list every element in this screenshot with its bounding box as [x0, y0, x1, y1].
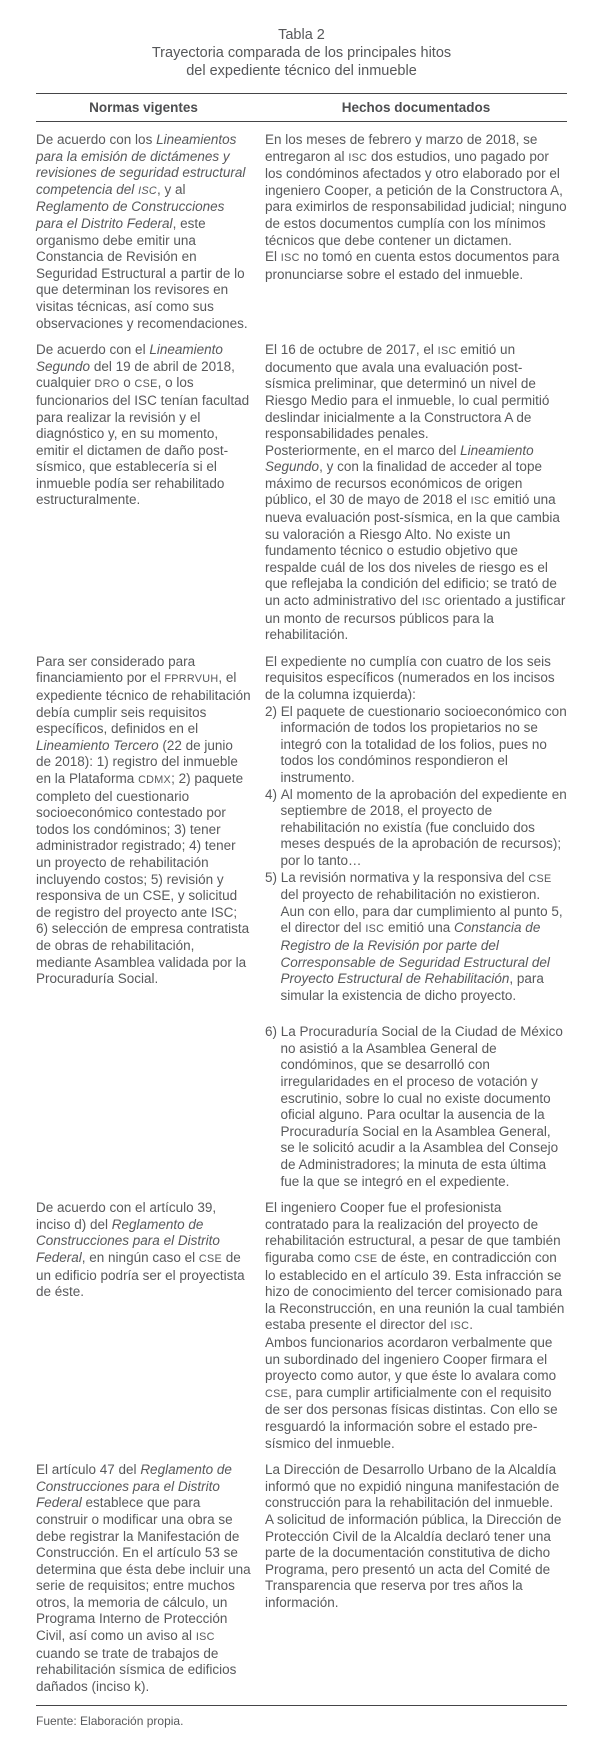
table-cell-right: [265, 1462, 567, 1695]
text-segment: La Dirección de Desarrollo Urbano de la Alcaldía informó que no expidió ninguna manifestación de construcción para la rehabilitación del inmueble.: [265, 1462, 560, 1511]
source-note: Fuente: Elaboración propia.: [36, 1714, 184, 1729]
text-segment: de éste, en contradicción con lo establecido en el artículo 39. Esta infracción se hizo de conocimiento del tercer comisionado para la Reconstrucción, en una reunión la cual también estaba presente el director del: [265, 1250, 565, 1333]
text-segment: , o los funcionarios del ISC tenían facultad para realizar la revisión y el diagnóstico y, en su momento, emitir el dictamen de daño post-sísmico, que establecería si el inmueble podía ser rehabilitado estructuralmente.: [36, 375, 250, 508]
text-segment: Al momento de la aprobación del expediente en septiembre de 2018, el proyecto de rehabilitación no existía (fue concluido dos meses después de la aprobación de recursos); por lo tanto…: [280, 786, 567, 868]
text-segment: ISC: [470, 495, 490, 508]
text-segment: ISC: [365, 923, 385, 936]
text-segment: La revisión normativa y la responsiva del: [280, 869, 529, 885]
text-segment: .: [469, 1317, 474, 1333]
text-segment: no tomó en cuenta estos documentos para pronunciarse sobre el estado del inmueble.: [265, 249, 560, 282]
text-segment: El ingeniero Cooper fue el profesionista contratado para la realización del proyecto de rehabilitación estructural, a pesar de que también figuraba como: [265, 1200, 561, 1265]
table-row: [36, 1200, 567, 1452]
list-item: [265, 704, 567, 787]
text-segment: ISC: [421, 596, 441, 609]
text-segment: emitió una: [384, 920, 455, 936]
text-segment: Aun con ello, para dar cumplimiento al punto 5, el director del: [280, 903, 563, 936]
text-segment: ; 2) paquete completo del cuestionario socioeconómico contestado por todos los condóminos; 3) tener administrador registrado; 4) tener un proyecto de rehabilitación incluyendo costos; 5) revisión y responsiva de un CSE, y solicitud de registro del proyecto ante ISC; 6) selección de empresa contratista de obras de rehabilitación, mediante Asamblea validada por la Procuraduría Social.: [36, 770, 250, 987]
text-segment: El 16 de octubre de 2017, el: [265, 342, 438, 358]
table-row: [36, 654, 567, 1190]
text-segment: Posteriormente, en el marco del: [265, 442, 461, 458]
table-number: Tabla 2: [278, 27, 325, 43]
list-item: [265, 1024, 567, 1190]
paragraph: [36, 132, 251, 332]
table-cell-left: [36, 342, 251, 644]
text-segment: ISC: [348, 151, 368, 164]
text-segment: , el expediente técnico de rehabilitación debía cumplir seis requisitos específicos, definidos en el: [36, 670, 251, 737]
text-segment: Lineamiento Tercero: [36, 737, 159, 753]
text-segment: Ambos funcionarios acordaron verbalmente que un subordinado del ingeniero Cooper firmara el proyecto como autor, y que éste lo avalara como: [265, 1334, 557, 1384]
paragraph: [36, 654, 251, 988]
text-segment: , en ningún caso el: [81, 1250, 199, 1265]
text-segment: El paquete de cuestionario socioeconómico con información de todos los propietarios no se integró con la totalidad de los folios, pues no todos los condóminos respondieron el instrumento.: [280, 703, 567, 785]
text-segment: CSE: [354, 1253, 378, 1265]
text-segment: del 19 de abril de 2018, cualquier: [36, 358, 235, 391]
table-body: [36, 122, 567, 1695]
text-segment: Reglamento de Construcciones para el Distrito Federal: [36, 1216, 220, 1265]
table-row: [36, 1462, 567, 1695]
paragraph: [265, 1335, 567, 1452]
paragraph: [265, 342, 567, 443]
paragraph: [265, 654, 567, 704]
text-segment: De acuerdo con los: [36, 132, 157, 147]
list-item-number: 5): [265, 869, 281, 885]
table-cell-left: [36, 132, 251, 332]
table-cell-left: [36, 654, 251, 1190]
paragraph: [265, 1200, 567, 1335]
table-cell-right: [265, 1200, 567, 1452]
text-segment: CDMX: [138, 773, 172, 786]
text-segment: Reglamento de Construcciones para el Distrito Federal: [36, 199, 225, 231]
text-segment: (22 de junio de 2018): 1) registro del inmueble en la Plataforma: [36, 737, 238, 786]
text-segment: CSE: [265, 1387, 289, 1400]
text-segment: del proyecto de rehabilitación no existieron.: [280, 887, 541, 903]
text-segment: FPRRVUH: [164, 673, 219, 686]
text-segment: emitió una nueva evaluación post-sísmica, en la que cambia su valoración a Riesgo Alto. No existe un fundamento técnico o estudio objetivo que respalde cuál de los dos niveles de riesgo es el que reflejaba la condición del edificio; se trató de un acto administrativo del: [265, 492, 560, 609]
text-segment: cuando se trate de trabajos de rehabilitación sísmica de edificios dañados (inciso k).: [36, 1645, 237, 1694]
text-segment: Constancia de Registro de la Revisión por parte del Corresponsable de Seguridad Estructural del Proyecto Estructural de Rehabilitación: [280, 920, 550, 987]
text-segment: A solicitud de información pública, la Dirección de Protección Civil de la Alcaldía declaró tener una parte de la documentación constitutiva de dicho Programa, pero presentó un acta del Comité de Transparencia que reserva por tres años la información.: [265, 1511, 562, 1610]
text-segment: ISC: [195, 1631, 215, 1644]
table-row: [36, 132, 567, 332]
table-title-line-2: del expediente técnico del inmueble: [186, 63, 417, 79]
text-segment: El artículo 47 del: [36, 1462, 141, 1478]
table-title: [36, 26, 567, 80]
text-segment: , y al: [156, 181, 186, 197]
column-header-hechos-documentados: Hechos documentados: [341, 100, 491, 115]
text-segment: establece que para construir o modificar una obra se debe registrar la Manifestación de Construcción. En el artículo 53 se determina que ésta debe incluir una serie de requisitos; entre muchos otros, la memoria de cálculo, un Programa Interno de Protección Civil, así como un aviso al: [36, 1495, 251, 1644]
text-segment: La Procuraduría Social de la Ciudad de México no asistió a la Asamblea General de condóminos, que se desarrolló con irregularidades en el proceso de votación y escrutinio, sobre lo cual no existe documento oficial alguno. Para ocultar la ausencia de la Procuraduría Social en la Asamblea General, se le solicitó acudir a la Asamblea del Consejo de Administradores; la minuta de esta última fue la que se integró en el expediente.: [280, 1024, 563, 1189]
text-segment: CSE: [134, 378, 158, 391]
table-cell-left: [36, 1462, 251, 1695]
text-segment: DRO: [94, 378, 120, 391]
text-segment: De acuerdo con el artículo 39, inciso d) del: [36, 1200, 217, 1232]
text-segment: emitió un documento que avala una evaluación post-sísmica preliminar, que determinó un nivel de Riesgo Medio para el inmueble, lo cual permitió deslindar inicialmente a la Constructora A de responsabilidades penales.: [265, 342, 550, 442]
text-segment: Lineamiento Segundo: [36, 342, 223, 374]
paragraph: [265, 443, 567, 644]
text-segment: Reglamento de Construcciones para el Distrito Federal: [36, 1462, 232, 1511]
text-segment: ISC: [450, 1320, 470, 1333]
text-segment: De acuerdo con el: [36, 342, 150, 358]
paragraph: [36, 342, 251, 509]
text-segment: , y con la finalidad de acceder al tope máximo de recursos económicos de origen público, el 30 de mayo de 2018 el: [265, 459, 542, 508]
table-title-line-1: Trayectoria comparada de los principales hitos: [151, 45, 452, 61]
paragraph: [265, 132, 567, 249]
text-segment: El: [265, 249, 281, 265]
paragraph: [265, 1512, 567, 1612]
table-header-row: [36, 94, 567, 121]
text-segment: orientado a justificar un monto de recursos públicos para la rehabilitación.: [265, 593, 566, 643]
paragraph: [36, 1200, 251, 1301]
list-item-number: 2): [265, 703, 281, 719]
table-cell-right: [265, 132, 567, 332]
paragraph: [36, 1462, 251, 1695]
text-segment: ISC: [280, 252, 300, 265]
list-item-number: 6): [265, 1024, 281, 1040]
list-item-number: 4): [265, 786, 281, 802]
text-segment: , este organismo debe emitir una Constancia de Revisión en Seguridad Estructural a partir de lo que determinan los revisores en visitas técnicas, así como sus observaciones y recomendaciones.: [36, 215, 248, 331]
text-segment: dos estudios, uno pagado por los condóminos afectados y otro elaborado por el ingeniero Cooper, a petición de la Constructora A, para eximirlos de responsabilidad judicial; ninguno de estos documentos cumplía con los mínimos técnicos que debe contener un dictamen.: [265, 148, 567, 248]
text-segment: Lineamiento Segundo: [265, 442, 534, 475]
column-header-normas-vigentes: Normas vigentes: [89, 100, 198, 115]
table-cell-left: [36, 1200, 251, 1452]
text-segment: Lineamientos para la emisión de dictámenes y revisiones de seguridad estructural competencia del: [36, 132, 246, 197]
list-item: [265, 870, 567, 904]
text-segment: o: [119, 375, 135, 391]
text-segment: Para ser considerado para financiamiento por el: [36, 653, 196, 686]
text-segment: El expediente no cumplía con cuatro de los seis requisitos específicos (numerados en los incisos de la columna izquierda):: [265, 653, 555, 702]
paragraph: [265, 249, 567, 283]
text-segment: de un edificio podría ser el proyectista de éste.: [36, 1250, 245, 1300]
paragraph: [265, 1462, 567, 1512]
text-segment: CSE: [198, 1253, 222, 1265]
text-segment: En los meses de febrero y marzo de 2018, se entregaron al: [265, 132, 538, 164]
list-item: [265, 787, 567, 870]
text-segment: CSE: [528, 872, 552, 885]
table-cell-right: [265, 654, 567, 1190]
text-segment: , para cumplir artificialmente con el requisito de ser dos personas físicas distintas. Con ello se resguardó la información sobre el estado pre-sísmico del inmueble.: [265, 1384, 558, 1451]
text-segment: ISC: [437, 345, 457, 358]
text-segment: ISC: [138, 184, 157, 197]
table-row: [36, 342, 567, 644]
paragraph: [265, 904, 567, 1005]
table-cell-right: [265, 342, 567, 644]
text-segment: , para simular la existencia de dicho proyecto.: [280, 971, 544, 1003]
